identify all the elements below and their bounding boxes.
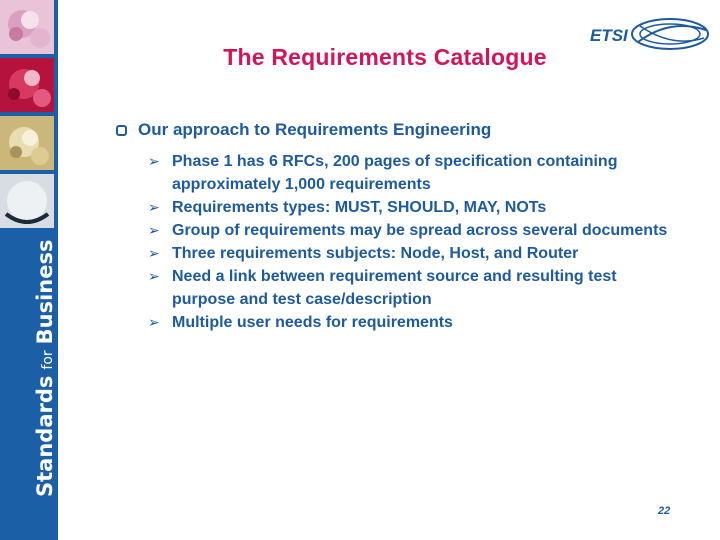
arrow-bullet-icon: ➢ xyxy=(148,153,160,169)
bullet-text: Requirements types: MUST, SHOULD, MAY, NOTs xyxy=(172,199,547,216)
list-item xyxy=(148,265,668,311)
list-item xyxy=(148,150,668,196)
red-flower-tile xyxy=(0,58,54,112)
bullet-text: Multiple user needs for requirements xyxy=(172,314,453,331)
page-number: 22 xyxy=(658,505,671,517)
arrow-bullet-icon: ➢ xyxy=(148,245,160,261)
section-heading-text: Our approach to Requirements Engineering xyxy=(138,120,492,139)
list-item xyxy=(148,242,668,265)
list-item xyxy=(148,311,668,334)
standards-for-business-text xyxy=(33,240,57,498)
checkbox-bullet-icon xyxy=(116,125,127,136)
list-item xyxy=(148,219,668,242)
sidebar-word-for: for xyxy=(40,350,56,370)
sidebar-word-standards: Standards xyxy=(33,375,57,497)
bullet-text: Need a link between requirement source and resulting test purpose and test case/description xyxy=(172,268,617,308)
bullet-list xyxy=(148,150,668,334)
arrow-bullet-icon: ➢ xyxy=(148,199,160,215)
section-heading xyxy=(116,120,491,140)
bullet-text: Three requirements subjects: Node, Host, and Router xyxy=(172,245,579,262)
beige-flower-tile xyxy=(0,116,54,170)
grey-tile xyxy=(0,174,54,228)
etsi-logo-text: ETSI xyxy=(590,26,628,45)
slide-title: The Requirements Catalogue xyxy=(223,44,547,70)
bullet-text: Phase 1 has 6 RFCs, 200 pages of specification containing approximately 1,000 requirements xyxy=(172,153,618,193)
sidebar xyxy=(0,0,58,540)
arrow-bullet-icon: ➢ xyxy=(148,314,160,330)
bullet-text: Group of requirements may be spread across several documents xyxy=(172,222,668,239)
pink-flower-tile xyxy=(0,0,54,54)
sidebar-word-business: Business xyxy=(33,239,57,345)
list-item xyxy=(148,196,668,219)
arrow-bullet-icon: ➢ xyxy=(148,222,160,238)
arrow-bullet-icon: ➢ xyxy=(148,268,160,284)
